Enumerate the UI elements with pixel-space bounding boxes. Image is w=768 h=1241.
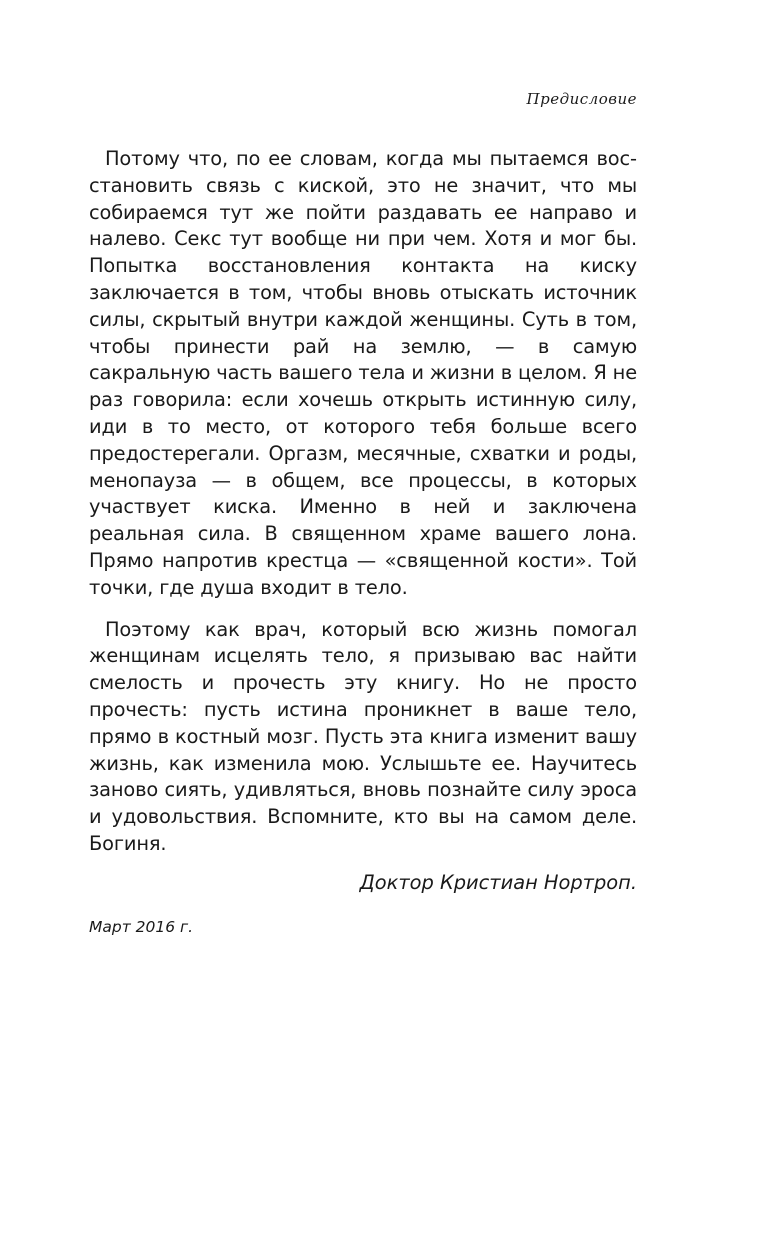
author-signature: Доктор Кристиан Нортроп.: [359, 870, 637, 894]
date-line: Март 2016 г.: [89, 917, 194, 936]
paragraph-1: Потому что, по ее словам, когда мы пытаемся восстановить связь с киской, это не значит, что мы собираемся тут же пойти раздавать ее направо и налево. Секс тут вообще ни при чем. Хотя и мог бы. Попытка восстановления контакта на киску заключается в том, чтобы вновь отыскать источник силы, скрытый внутри каждой женщины. Суть в том, чтобы принести рай на землю, — в самую сакральную часть вашего тела и жизни в целом. Я не раз говорила: если хочешь открыть истинную силу, иди в то место, от которого тебя больше всего предостерегали. Оргазм, месячные, схватки и роды, менопауза — в общем, все процессы, в которых участвует киска. Именно в ней и заключена реальная сила. В священном храме вашего лона. Прямо напротив крестца — «священной кости». Той точки, где душа входит в тело.: [89, 147, 637, 599]
paragraph-2: Поэтому как врач, который всю жизнь помогал женщинам исцелять тело, я призываю вас найти смелость и прочесть эту книгу. Но не просто прочесть: пусть истина проникнет в ваше тело, прямо в костный мозг. Пусть эта книга изменит вашу жизнь, как изменила мою. Услышьте ее. Научитесь заново сиять, удивляться, вновь познайте силу эроса и удовольствия. Вспомните, кто вы на самом деле. Богиня.: [89, 617, 637, 855]
book-page: [89, 0, 637, 1241]
running-head: Предисловие: [526, 90, 637, 108]
body-text: [89, 146, 637, 938]
